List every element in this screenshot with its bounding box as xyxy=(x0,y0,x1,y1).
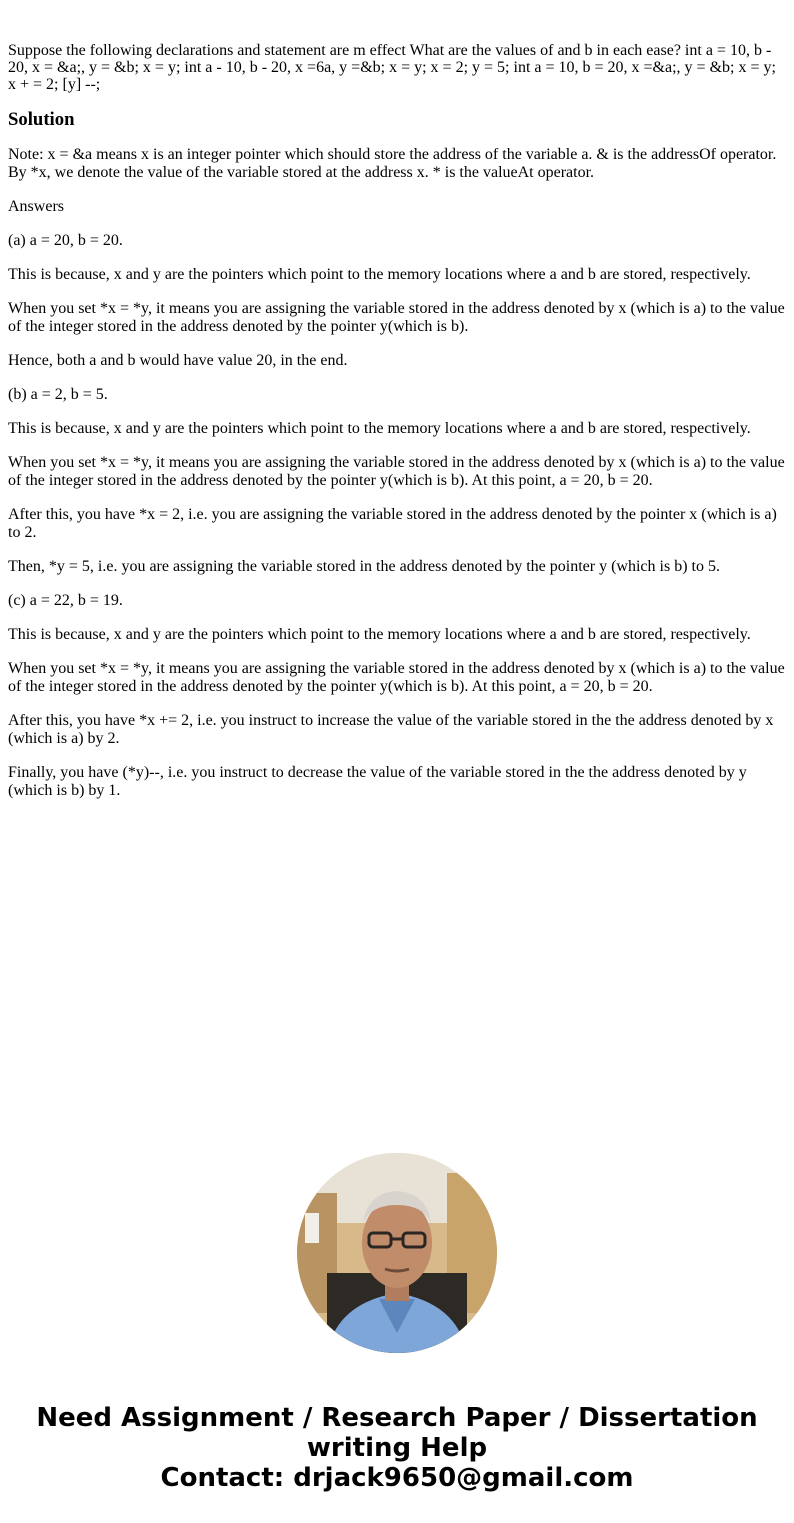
solution-paragraph: When you set *x = *y, it means you are assigning the variable stored in the address denoted by x (which is a) to the value of the integer stored in the address denoted by the pointer y(which is b). At this point, a = 20, b = 20. xyxy=(8,454,785,489)
solution-paragraph: This is because, x and y are the pointers which point to the memory locations where a and b are stored, respectively. xyxy=(8,266,751,283)
solution-paragraph: After this, you have *x = 2, i.e. you are assigning the variable stored in the address denoted by the pointer x (which is a) to 2. xyxy=(8,506,777,541)
solution-paragraph: (c) a = 22, b = 19. xyxy=(8,592,123,609)
solution-heading: Solution xyxy=(8,109,75,130)
promo-line-1: Need Assignment / Research Paper / Dissertation xyxy=(36,1403,758,1433)
solution-paragraph: This is because, x and y are the pointers which point to the memory locations where a and b are stored, respectively. xyxy=(8,420,751,437)
solution-paragraph: (b) a = 2, b = 5. xyxy=(8,386,108,403)
solution-paragraph: Note: x = &a means x is an integer pointer which should store the address of the variable a. & is the addressOf operator. By *x, we denote the value of the variable stored at the address x. * is the valueAt operator. xyxy=(8,146,777,181)
author-portrait-image xyxy=(297,1153,497,1353)
promo-line-2: writing Help xyxy=(306,1433,488,1463)
solution-paragraph: Hence, both a and b would have value 20, in the end. xyxy=(8,352,348,369)
solution-paragraph: After this, you have *x += 2, i.e. you instruct to increase the value of the variable stored in the the address denoted by x (which is a) by 2. xyxy=(8,712,774,747)
solution-paragraph: Answers xyxy=(8,198,64,215)
question-text: Suppose the following declarations and statement are m effect What are the values of and b in each ease? int a = 10, b - 20, x = &a;, y = &b; x = y; int a - 10, b - 20, x =6a, y =&b; x = y; x = 2; y = 5; int a = 10, b = 20, x =&a;, y = &b; x = y; x + = 2; [y] --; xyxy=(8,42,776,93)
solution-paragraph: Finally, you have (*y)--, i.e. you instruct to decrease the value of the variable stored in the the address denoted by y (which is b) by 1. xyxy=(8,764,747,799)
solution-paragraph: When you set *x = *y, it means you are assigning the variable stored in the address denoted by x (which is a) to the value of the integer stored in the address denoted by the pointer y(which is b). xyxy=(8,300,785,335)
solution-paragraph: This is because, x and y are the pointers which point to the memory locations where a and b are stored, respectively. xyxy=(8,626,751,643)
promo-footer xyxy=(0,1403,794,1493)
solution-paragraph: (a) a = 20, b = 20. xyxy=(8,232,123,249)
document-body xyxy=(8,42,786,816)
solution-paragraph: When you set *x = *y, it means you are assigning the variable stored in the address denoted by x (which is a) to the value of the integer stored in the address denoted by the pointer y(which is b). At this point, a = 20, b = 20. xyxy=(8,660,785,695)
solution-paragraph: Then, *y = 5, i.e. you are assigning the variable stored in the address denoted by the pointer y (which is b) to 5. xyxy=(8,558,720,575)
author-avatar xyxy=(297,1153,497,1353)
contact-email: Contact: drjack9650@gmail.com xyxy=(160,1463,634,1493)
